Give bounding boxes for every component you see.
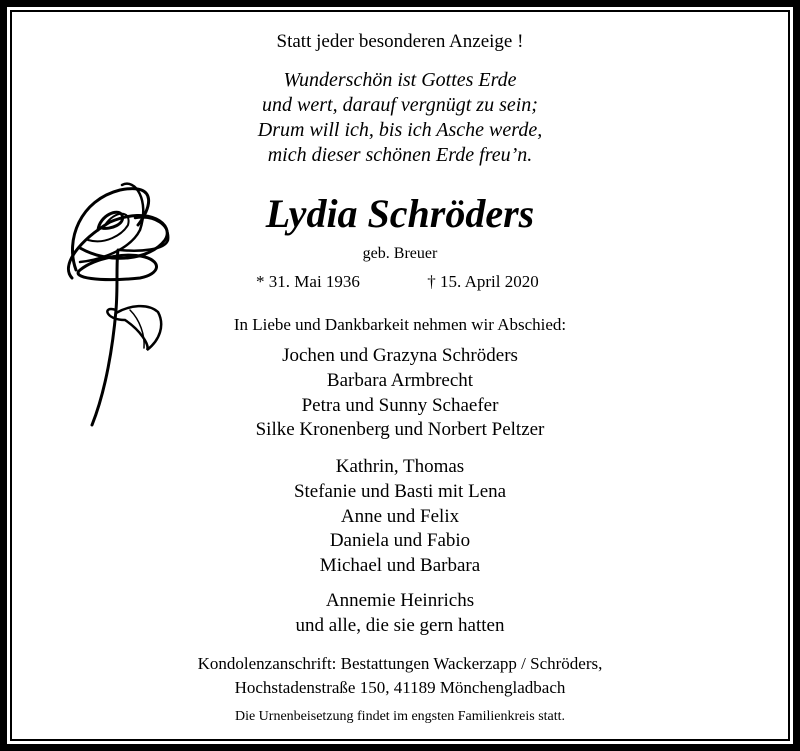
mourner-line: Stefanie und Basti mit Lena xyxy=(293,481,507,502)
mourner-line: Daniela und Fabio xyxy=(329,530,471,551)
mourner-line: Barbara Armbrecht xyxy=(326,370,474,391)
poem-line: mich dieser schönen Erde freu’n. xyxy=(267,144,533,166)
mourner-line: und alle, die sie gern hatten xyxy=(295,615,505,636)
header-text: Statt jeder besonderen Anzeige ! xyxy=(276,31,524,52)
mourner-line: Michael und Barbara xyxy=(319,555,481,576)
condolence-address: Hochstadenstraße 150, 41189 Mönchengladbach xyxy=(234,678,566,697)
poem-line: Wunderschön ist Gottes Erde xyxy=(283,69,517,91)
maiden-name: geb. Breuer xyxy=(362,245,438,262)
mourner-line: Silke Kronenberg und Norbert Peltzer xyxy=(255,419,545,440)
farewell-intro: In Liebe und Dankbarkeit nehmen wir Abschied: xyxy=(233,315,567,334)
condolence-address: Kondolenzanschrift: Bestattungen Wackerzapp / Schröders, xyxy=(197,654,603,673)
death-date: † 15. April 2020 xyxy=(427,272,539,291)
mourner-line: Petra und Sunny Schaefer xyxy=(301,395,499,416)
birth-date: * 31. Mai 1936 xyxy=(256,272,360,291)
mourner-line: Annemie Heinrichs xyxy=(325,590,475,611)
deceased-name: Lydia Schröders xyxy=(265,191,535,236)
mourner-line: Kathrin, Thomas xyxy=(335,456,465,477)
poem-line: Drum will ich, bis ich Asche werde, xyxy=(257,119,543,141)
mourner-line: Jochen und Grazyna Schröders xyxy=(282,345,518,366)
footer-note: Die Urnenbeisetzung findet im engsten Familienkreis statt. xyxy=(234,709,566,724)
poem-line: und wert, darauf vergnügt zu sein; xyxy=(262,94,538,116)
mourner-line: Anne und Felix xyxy=(340,506,460,527)
